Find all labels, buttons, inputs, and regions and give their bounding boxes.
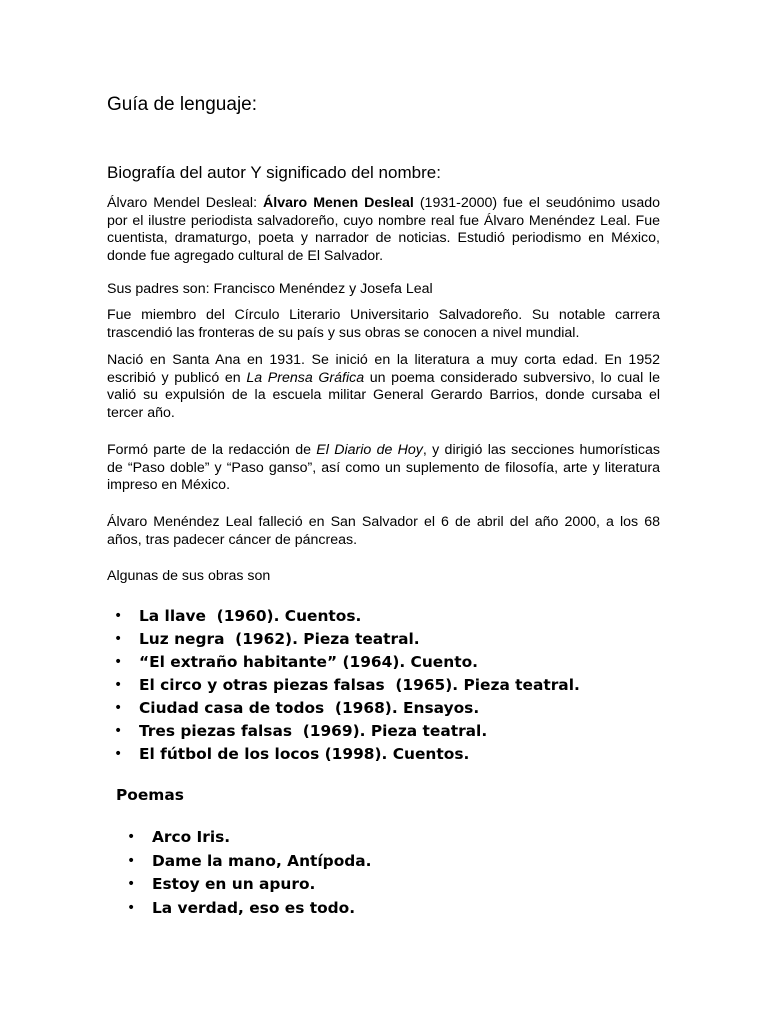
list-item	[125, 874, 372, 898]
works-intro: Algunas de sus obras son	[107, 568, 271, 584]
list-item	[112, 675, 580, 698]
work-title: El circo y otras piezas falsas (1965). Pieza teatral.	[139, 676, 580, 694]
bullet-icon: •	[114, 700, 123, 716]
bullet-icon: •	[114, 723, 123, 739]
paragraph-intro	[107, 195, 660, 265]
pseudonym-bold: Álvaro Menen Desleal	[263, 195, 414, 211]
paragraph-redaction	[107, 442, 660, 495]
work-title: Luz negra (1962). Pieza teatral.	[139, 630, 420, 648]
section-heading: Biografía del autor Y significado del nombre:	[107, 163, 441, 182]
bullet-icon: •	[114, 654, 123, 670]
born-text-a: Nació en Santa Ana en 1931. Se inició en la literatura a muy corta edad. En 1952 escribió y publicó en	[107, 352, 660, 386]
bullet-icon: •	[114, 608, 123, 624]
redaction-text-a: Formó parte de la redacción de	[107, 442, 317, 458]
list-item	[112, 652, 580, 675]
list-item	[125, 851, 372, 875]
bullet-icon: •	[114, 631, 123, 647]
bullet-icon: •	[114, 677, 123, 693]
poem-title: Dame la mano, Antípoda.	[152, 851, 372, 870]
bullet-icon: •	[127, 829, 136, 845]
list-item	[112, 606, 580, 629]
newspaper-title-2: El Diario de Hoy	[316, 442, 423, 458]
paragraph-circle: Fue miembro del Círculo Literario Universitario Salvadoreño. Su notable carrera trascendió las fronteras de su país y sus obras se conocen a nivel mundial.	[107, 307, 660, 341]
work-title: Tres piezas falsas (1969). Pieza teatral.	[139, 722, 488, 740]
intro-lead: Álvaro Mendel Desleal:	[107, 195, 264, 211]
bullet-icon: •	[114, 746, 123, 762]
list-item	[125, 898, 372, 922]
paragraph-parents: Sus padres son: Francisco Menéndez y Josefa Leal	[107, 281, 433, 297]
newspaper-title: La Prensa Gráfica	[246, 369, 365, 386]
intro-rest: (1931-2000) fue el seudónimo usado por el ilustre periodista salvadoreño, cuyo nombre real fue Álvaro Menéndez Leal. Fue cuentista, dramaturgo, poeta y narrador de noticias. Estudió periodismo en México, donde fue agregado cultural de El Salvador.	[107, 195, 660, 264]
poems-heading: Poemas	[116, 786, 184, 804]
page-title: Guía de lenguaje:	[107, 94, 258, 115]
poem-title: Estoy en un apuro.	[152, 875, 316, 893]
paragraph-death: Álvaro Menéndez Leal falleció en San Salvador el 6 de abril del año 2000, a los 68 años, tras padecer cáncer de páncreas.	[107, 514, 660, 548]
bullet-icon: •	[127, 899, 136, 916]
born-text-b: un poema considerado subversivo, lo cual le valió su expulsión de la escuela militar General Gerardo Barrios, donde cursaba el tercer año.	[107, 369, 660, 421]
work-title: La llave (1960). Cuentos.	[139, 607, 362, 625]
poem-title: La verdad, eso es todo.	[152, 898, 356, 917]
work-title: El fútbol de los locos (1998). Cuentos.	[139, 745, 470, 763]
list-item	[112, 721, 580, 744]
bullet-icon: •	[127, 852, 136, 869]
poems-list	[125, 827, 372, 921]
work-title: “El extraño habitante” (1964). Cuento.	[139, 653, 478, 671]
list-item	[112, 629, 580, 652]
work-title: Ciudad casa de todos (1968). Ensayos.	[139, 699, 480, 717]
redaction-text-b: , y dirigió las secciones humorísticas de “Paso doble” y “Paso ganso”, así como un suplemento de filosofía, arte y literatura impreso en México.	[107, 442, 660, 493]
list-item	[112, 744, 580, 767]
list-item	[112, 698, 580, 721]
bullet-icon: •	[127, 876, 136, 892]
list-item	[125, 827, 372, 851]
poem-title: Arco Iris.	[152, 828, 231, 846]
works-list	[112, 606, 580, 767]
paragraph-born	[107, 352, 660, 422]
